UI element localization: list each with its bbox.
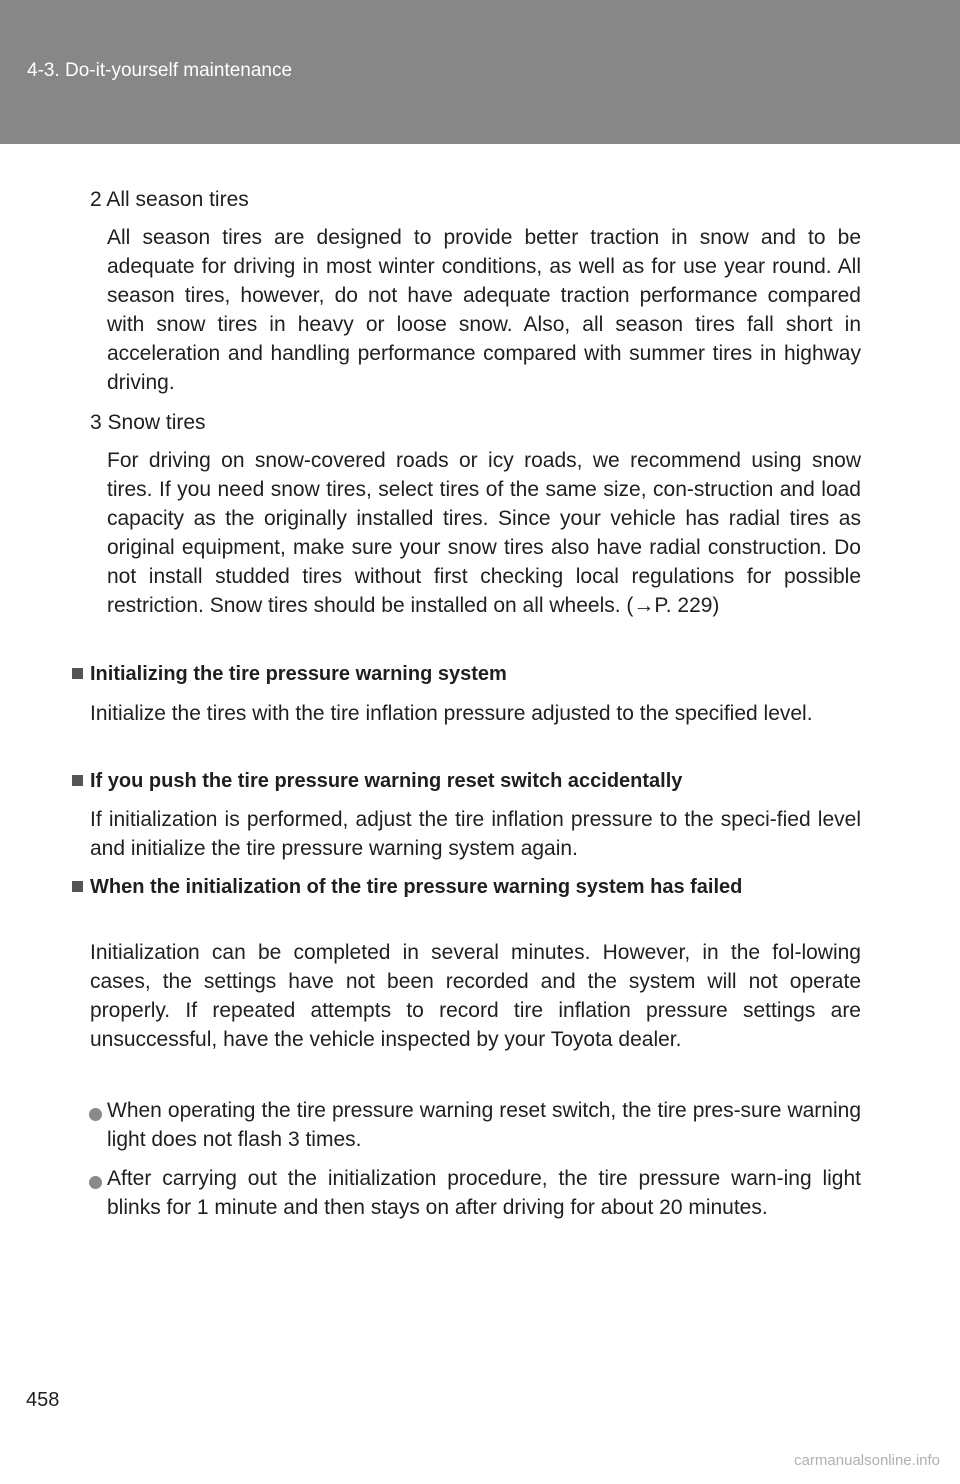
section-heading-text: If you push the tire pressure warning reset switch accidentally <box>90 770 683 792</box>
item-body-all-season: All season tires are designed to provide better traction in snow and to be adequate for driving in most winter conditions, as well as for use year round. All season tires, however, do not have adequate traction performance compared with snow tires in heavy or loose snow. Also, all season tires fall short in acceleration and handling performance compared with summer tires in highway driving. <box>107 226 861 394</box>
section-heading-failed <box>72 873 862 902</box>
circle-bullet-icon <box>89 1176 102 1189</box>
page-header <box>0 0 960 144</box>
section-body-initializing: Initialize the tires with the tire inflation pressure adjusted to the specified level. <box>90 702 813 725</box>
section-body-accidental: If initialization is performed, adjust the tire inflation pressure to the speci-fied level and initialize the tire pressure warning system again. <box>90 808 861 860</box>
section-heading-text: When the initialization of the tire pressure warning system has failed <box>90 876 743 898</box>
section-heading-initializing <box>72 660 862 689</box>
square-bullet-icon <box>72 668 83 679</box>
section-body-failed: Initialization can be completed in several minutes. However, in the fol-lowing cases, the settings have not been recorded and the system will not operate properly. If repeated attempts to record tire inflation pressure settings are unsuccessful, have the vehicle inspected by your Toyota dealer. <box>90 941 861 1051</box>
square-bullet-icon <box>72 881 83 892</box>
square-bullet-icon <box>72 775 83 786</box>
bullet-item: When operating the tire pressure warning reset switch, the tire pres-sure warning light does not flash 3 times. <box>107 1099 861 1151</box>
watermark-text: carmanualsonline.info <box>794 1452 940 1469</box>
section-heading-accidental <box>72 767 862 796</box>
item-body-snow: For driving on snow-covered roads or icy roads, we recommend using snow tires. If you need snow tires, select tires of the same size, con-struction and load capacity as the originally installed tires. Since your vehicle has radial tires as original equipment, make sure your snow tires also have radial construction. Do not install studded tires without first checking local regulations for possible restriction. Snow tires should be installed on all wheels. (→P. 229) <box>107 449 861 617</box>
item-title-all-season: 2 All season tires <box>90 188 249 211</box>
item-title-snow: 3 Snow tires <box>90 411 206 434</box>
section-title: 4-3. Do-it-yourself maintenance <box>27 60 293 81</box>
page-number: 458 <box>26 1389 60 1411</box>
section-heading-text: Initializing the tire pressure warning system <box>90 663 507 685</box>
circle-bullet-icon <box>89 1108 102 1121</box>
bullet-item: After carrying out the initialization procedure, the tire pressure warn-ing light blinks for 1 minute and then stays on after driving for about 20 minutes. <box>107 1167 861 1219</box>
